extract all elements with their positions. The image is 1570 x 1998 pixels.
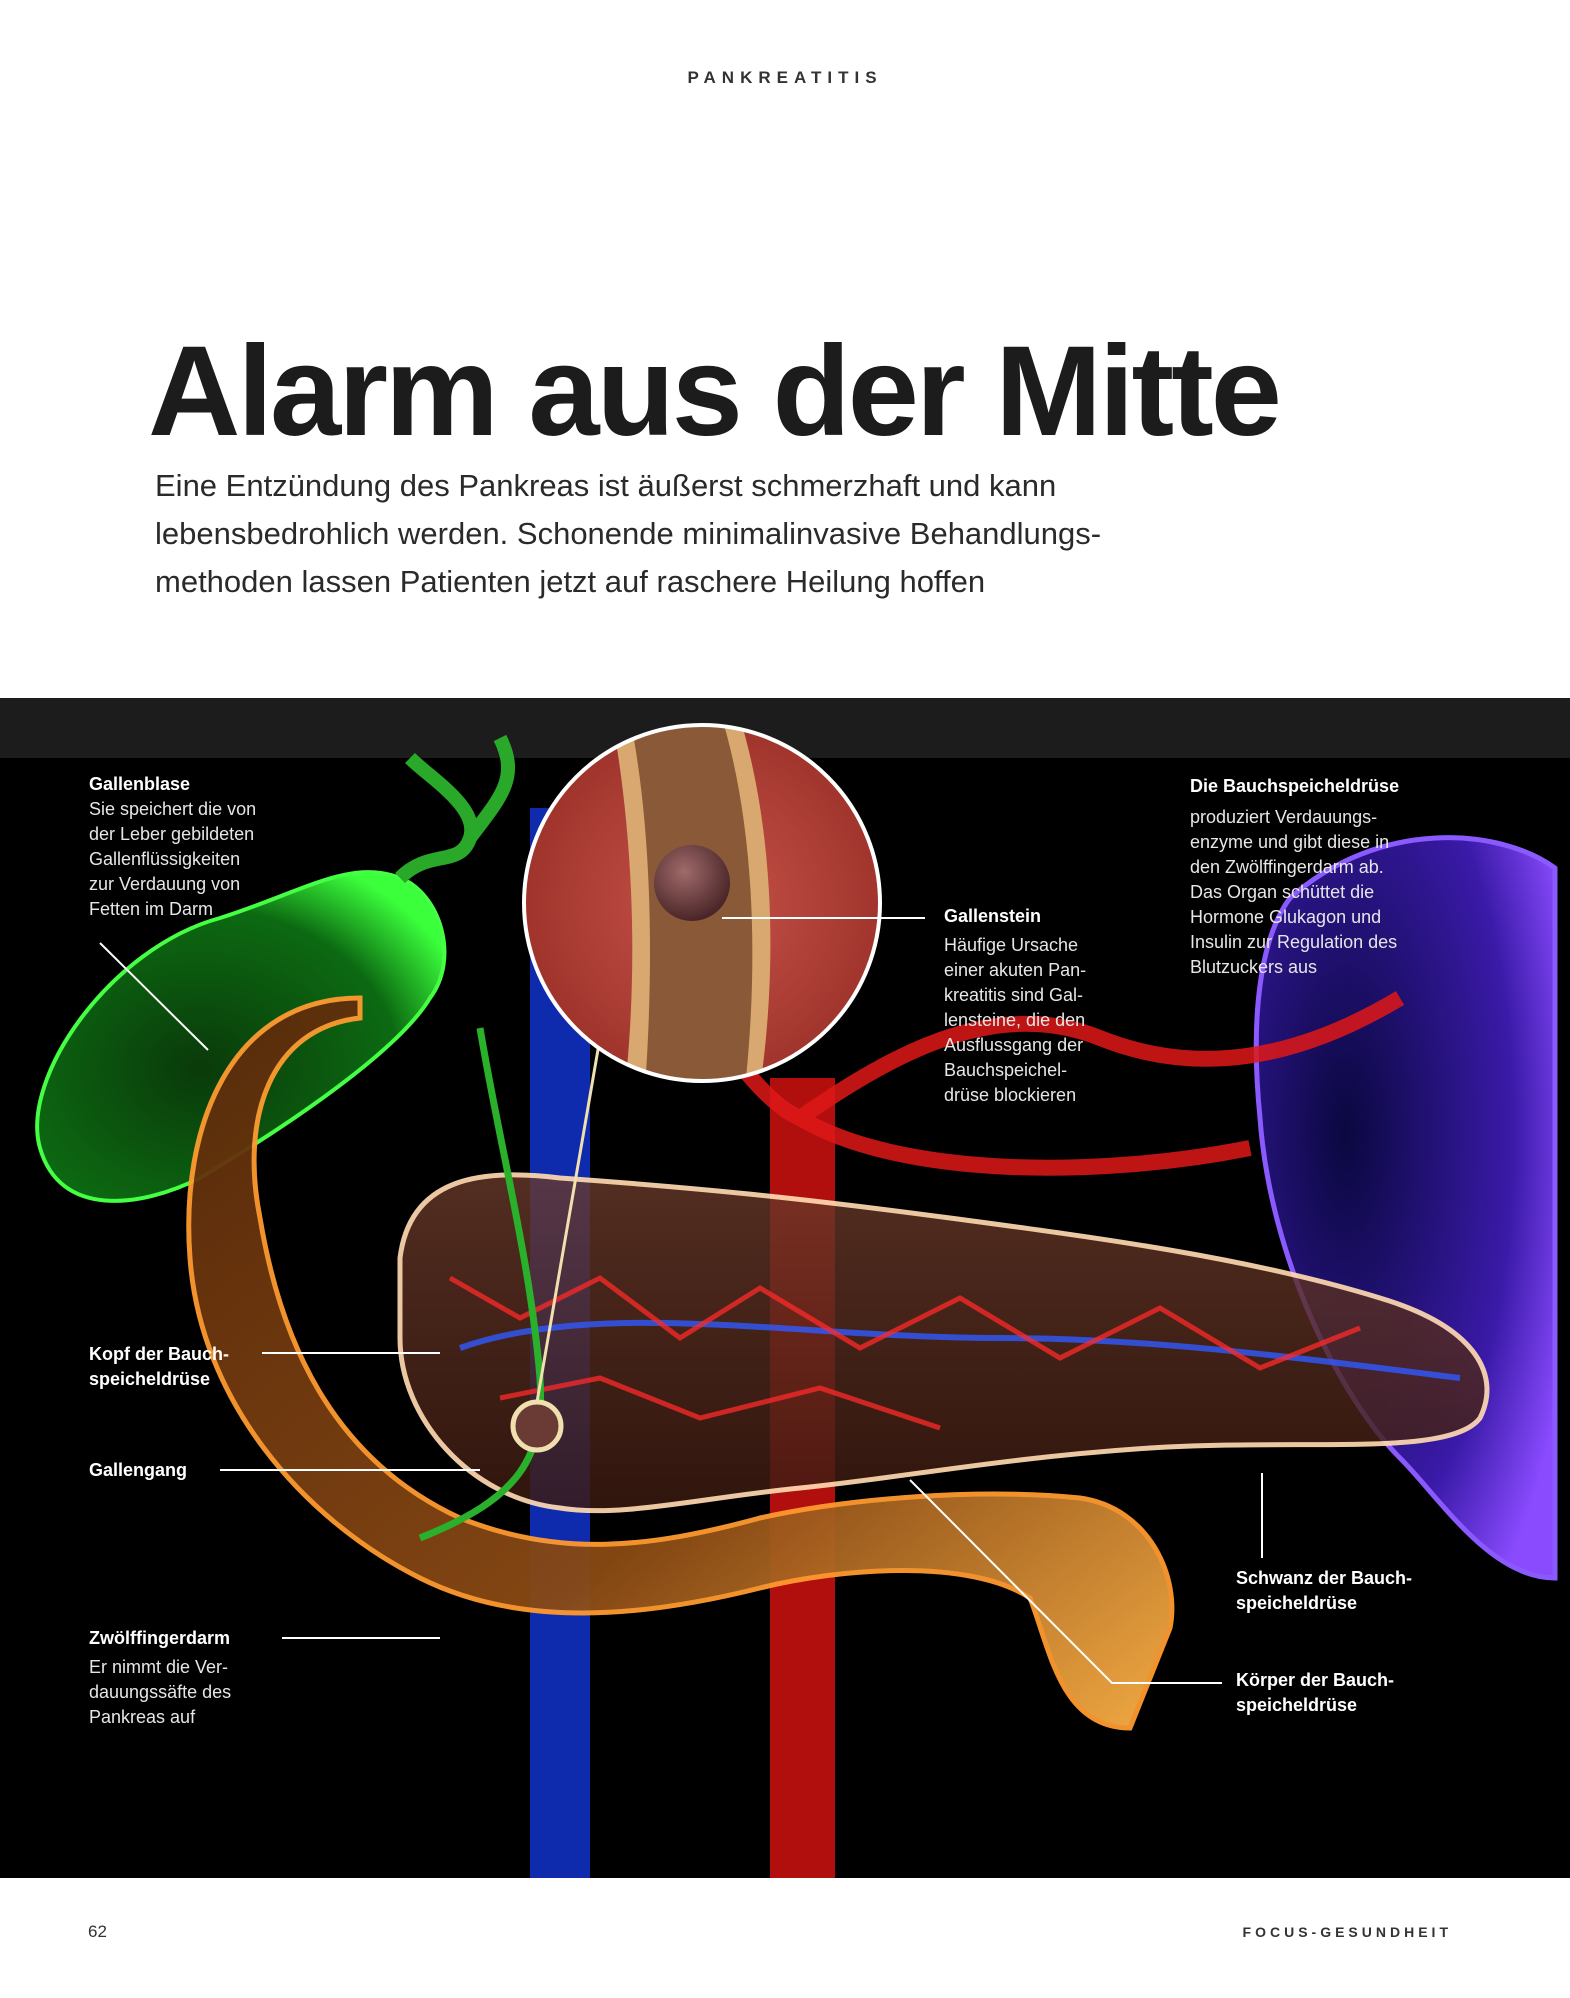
label-line: speicheldrüse (89, 1369, 211, 1389)
label-line: Körper der Bauch- (1236, 1670, 1395, 1690)
label-line: drüse blockieren (944, 1085, 1077, 1105)
label-schwanz (1236, 1566, 1412, 1616)
label-bauchspeicheldruese (1190, 774, 1399, 980)
lede-line: Eine Entzündung des Pankreas ist äußerst schmerzhaft und kann (155, 468, 1057, 503)
pancreas-illustration (0, 698, 1570, 1878)
gallstone-marker (513, 1402, 561, 1450)
label-line: Ausflussgang der (944, 1035, 1084, 1055)
label-line: Insulin zur Regulation des (1190, 932, 1398, 952)
label-line: produziert Verdauungs- (1190, 807, 1378, 827)
label-line: Bauchspeichel- (944, 1060, 1068, 1080)
label-gallenstein (944, 904, 1086, 1108)
section-kicker: PANKREATITIS (687, 68, 883, 87)
label-line: Gallengang (89, 1460, 188, 1480)
label-line: Er nimmt die Ver- (89, 1657, 229, 1677)
label-line: speicheldrüse (1236, 1593, 1358, 1613)
label-line: Gallenflüssigkeiten (89, 849, 241, 869)
label-line: Pankreas auf (89, 1707, 196, 1727)
label-kopf (89, 1342, 229, 1392)
label-line: dauungssäfte des (89, 1682, 232, 1702)
label-line: den Zwölffingerdarm ab. (1190, 857, 1384, 877)
label-line: lensteine, die den (944, 1010, 1086, 1030)
label-line: Das Organ schüttet die (1190, 882, 1375, 902)
headline: Alarm aus der Mitte (148, 320, 1279, 463)
lede-line: methoden lassen Patienten jetzt auf raschere Heilung hoffen (155, 564, 986, 599)
label-line: Blutzuckers aus (1190, 957, 1318, 977)
label-line: Sie speichert die von (89, 799, 257, 819)
label-line: enzyme und gibt diese in (1190, 832, 1390, 852)
publication-name: FOCUS-GESUNDHEIT (1242, 1924, 1452, 1940)
label-line: kreatitis sind Gal- (944, 985, 1084, 1005)
label-line: Schwanz der Bauch- (1236, 1568, 1413, 1588)
label-gallenblase (89, 772, 256, 922)
gallstone-zoomed (654, 845, 730, 921)
label-line: Kopf der Bauch- (89, 1344, 230, 1364)
label-title: Die Bauchspeicheldrüse (1190, 776, 1400, 796)
label-line: der Leber gebildeten (89, 824, 255, 844)
lede (155, 462, 1285, 606)
label-title: Gallenstein (944, 906, 1042, 926)
label-title: Zwölffingerdarm (89, 1628, 231, 1648)
label-koerper (1236, 1668, 1394, 1718)
label-line: Häufige Ursache (944, 935, 1079, 955)
page-number: 62 (88, 1922, 107, 1941)
cystic-duct (400, 738, 508, 878)
label-zwoelffingerdarm (89, 1626, 231, 1730)
label-line: zur Verdauung von (89, 874, 241, 894)
label-line: speicheldrüse (1236, 1695, 1358, 1715)
label-gallengang (89, 1458, 187, 1483)
label-title: Gallenblase (89, 774, 191, 794)
lede-line: lebensbedrohlich werden. Schonende minimalinvasive Behandlungs- (155, 516, 1102, 551)
label-line: Fetten im Darm (89, 899, 214, 919)
label-line: Hormone Glukagon und (1190, 907, 1382, 927)
label-line: einer akuten Pan- (944, 960, 1087, 980)
